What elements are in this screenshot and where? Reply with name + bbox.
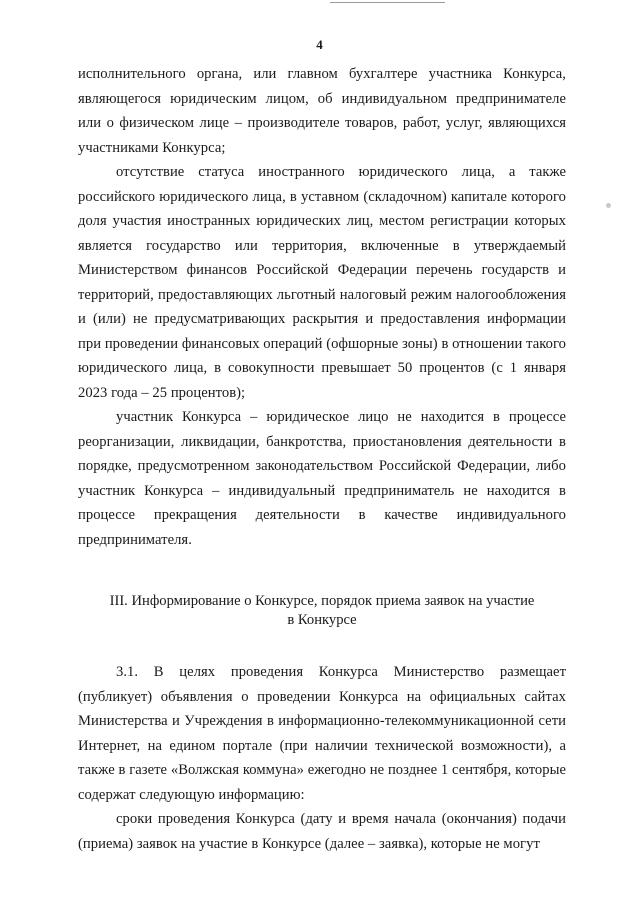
paragraph-continuation: исполнительного органа, или главном бухгалтере участника Конкурса, являющегося юридическим лицом, об индивидуальном предпринимателе или о физическом лице – производителе товаров, работ, услуг, являющихся участниками Конкурса; bbox=[78, 66, 566, 156]
section-heading-line-1: III. Информирование о Конкурсе, порядок приема заявок на участие bbox=[109, 593, 535, 609]
top-scan-rule bbox=[330, 2, 445, 3]
section-heading bbox=[78, 592, 566, 630]
section-heading-line-2: в Конкурсе bbox=[287, 612, 357, 628]
document-body bbox=[78, 62, 566, 856]
paragraph-foreign-status: отсутствие статуса иностранного юридического лица, а также российского юридического лица, в уставном (складочном) капитале которого доля участия иностранных юридических лиц, местом регистрации которых является государство или территория, включенные в утверждаемый Министерством финансов Российской Федерации перечень государств и территорий, предоставляющих льготный налоговый режим налогообложения и (или) не предусматривающих раскрытия и предоставления информации при проведении финансовых операций (офшорные зоны) в отношении такого юридического лица, в совокупности превышает 50 процентов (с 1 января 2023 года – 25 процентов); bbox=[78, 164, 566, 401]
paragraph-deadlines: сроки проведения Конкурса (дату и время начала (окончания) подачи (приема) заявок на участие в Конкурсе (далее – заявка), которые не могут bbox=[78, 811, 566, 852]
page-number: 4 bbox=[316, 37, 323, 52]
paragraph-reorganization: участник Конкурса – юридическое лицо не находится в процессе реорганизации, ликвидации, банкротства, приостановления деятельности в порядке, предусмотренном законодательством Российской Федерации, либо участник Конкурса – индивидуальный предприниматель не находится в процессе прекращения деятельности в качестве индивидуального предпринимателя. bbox=[78, 409, 566, 548]
scan-mark bbox=[606, 203, 611, 208]
paragraph-3-1: 3.1. В целях проведения Конкурса Министерство размещает (публикует) объявления о проведении Конкурса на официальных сайтах Министерства и Учреждения в информационно-телекоммуникационной сети Интернет, на едином портале (при наличии технической возможности), а также в газете «Волжская коммуна» ежегодно не позднее 1 сентября, которые содержат следующую информацию: bbox=[78, 664, 566, 803]
